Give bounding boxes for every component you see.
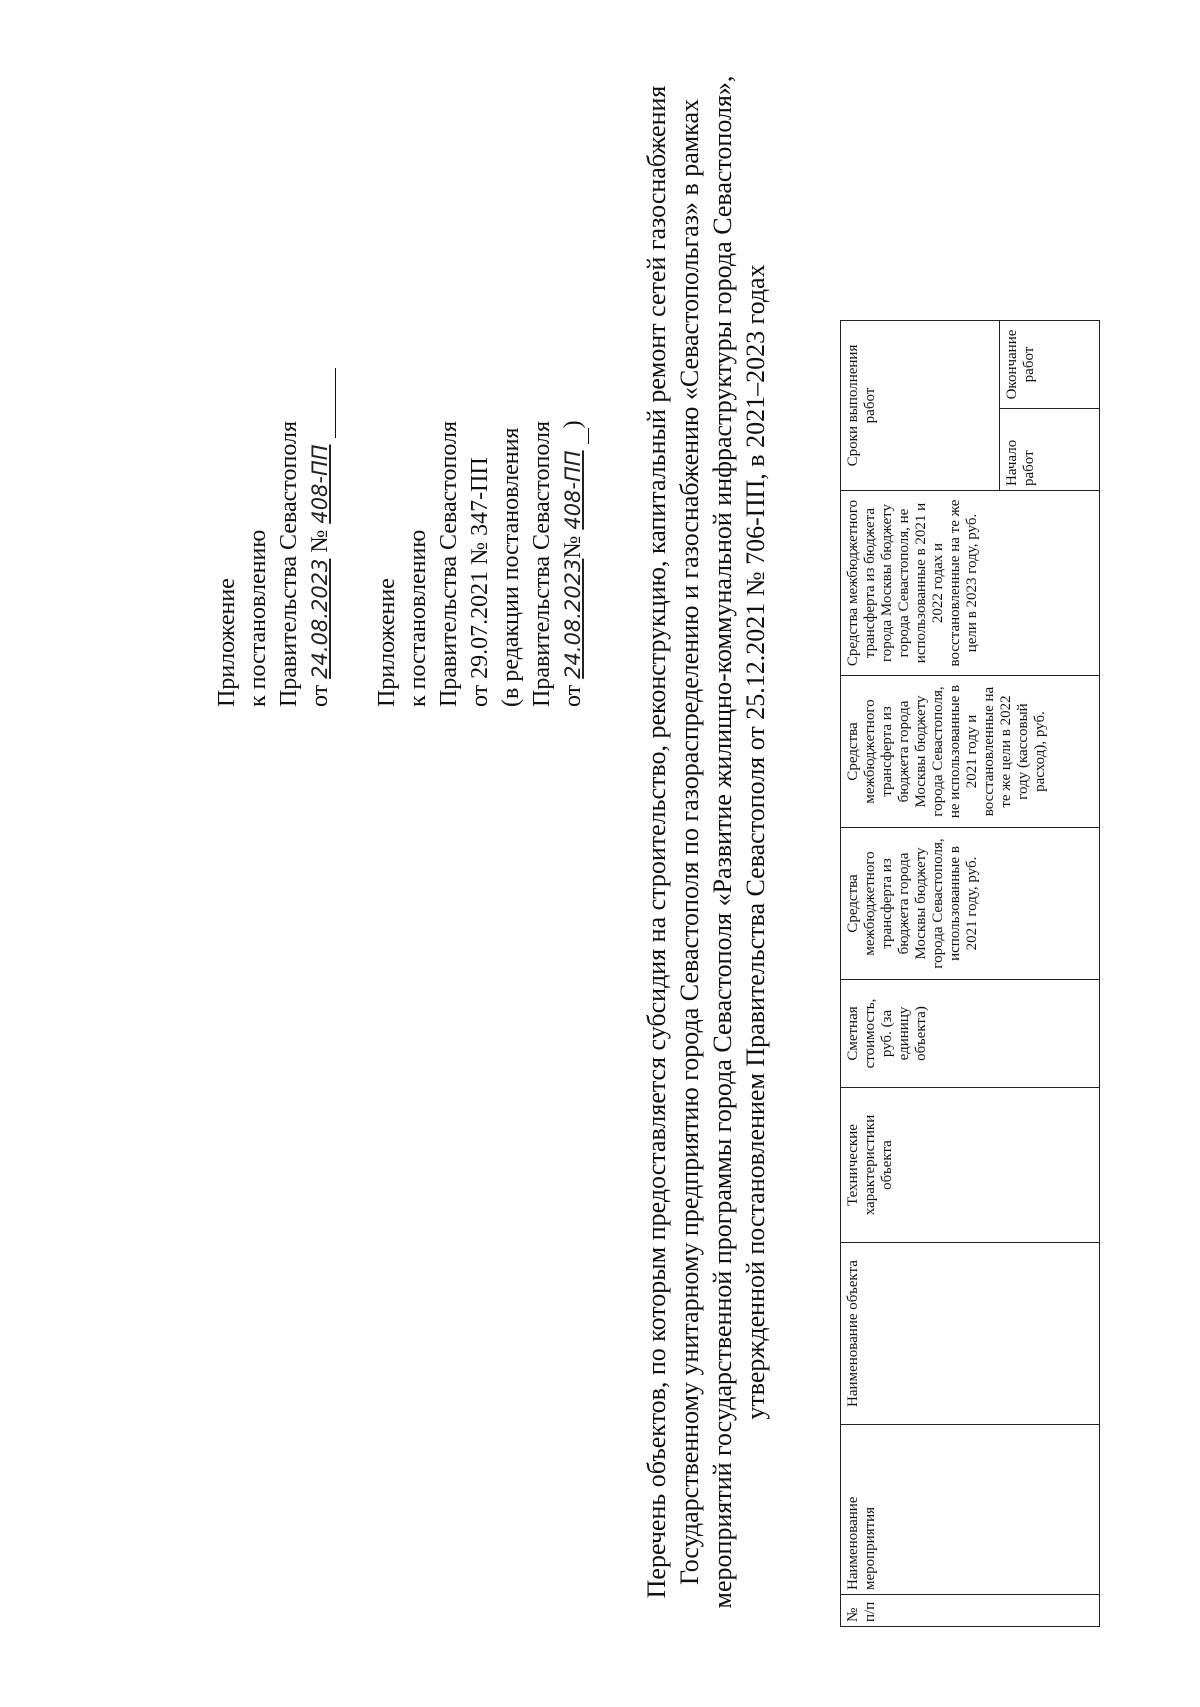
header-funds-2023: Средства межбюджетного трансферта из бюджета города Москвы бюджету города Севастополя, не использованные в 2021 и 2022 годах и восстановленные на те же цели в 2023 году, руб.: [841, 491, 1100, 676]
header-terms: Сроки выполнения работ: [841, 321, 1000, 491]
appendix-date-line: [305, 368, 336, 707]
document-title: Перечень объектов, по которым предоставляется субсидия на строительство, реконструкцию, капитальный ремонт сетей газоснабжения Государственному унитарному предприятию города Севастополя по газораспределению и газоснабжению «Севастопольгаз» в рамках мероприятий государственной программы города Севастополя «Развитие жилищно-коммунальной инфраструктуры города Севастополя», утвержденной постановлением Правительства Севастополя от 25.12.2021 № 706-ПП, в 2021–2023 годах: [642, 75, 770, 1609]
header-funds-2021: Средства межбюджетного трансферта из бюджета города Москвы бюджету города Севастополя, использованные в 2021 году, руб.: [841, 828, 1100, 980]
number-sign: №: [560, 535, 586, 559]
fill-line: [311, 368, 336, 438]
table-margin: [841, 49, 1100, 321]
appendix-authority: Правительства Севастополя: [436, 420, 462, 707]
date-prefix: от: [560, 684, 586, 707]
appendix-authority: Правительства Севастополя: [276, 420, 302, 707]
table-header-row: [841, 49, 1000, 1627]
header-num: № п/п: [841, 1595, 1100, 1627]
appendix-ref: к постановлению: [245, 529, 271, 707]
header-funds-2022: Средства межбюджетного трансферта из бюджета города Москвы бюджету города Севастополя, не использованные в 2021 году и восстановленные на те же цели в 2022 году (кассовый расход), руб.: [841, 676, 1100, 828]
handwritten-number: 408-ПП: [308, 444, 332, 524]
appendix-block-original: [372, 420, 589, 707]
closing-paren: ): [560, 420, 586, 429]
header-end: Окончание работ: [1000, 321, 1100, 409]
appendix-authority: Правительства Севастополя: [529, 420, 555, 707]
handwritten-date: 24.08.2023: [561, 558, 585, 679]
appendix-heading: Приложение: [214, 578, 240, 707]
header-start: Начало работ: [1000, 409, 1100, 491]
fill-line: [564, 428, 589, 444]
header-event: Наименование мероприятия: [841, 1425, 1100, 1595]
header-cost: Сметная стоимость, руб. (за единицу объекта): [841, 980, 1100, 1088]
objects-table: [840, 49, 1100, 1627]
appendix-ref: к постановлению: [405, 529, 431, 707]
appendix-original-date: от 29.07.2021 № 347-ПП: [467, 457, 493, 707]
appendix-edition-note: (в редакции постановления: [498, 427, 524, 707]
date-prefix: от: [307, 684, 333, 707]
appendix-heading: Приложение: [374, 578, 400, 707]
handwritten-number: 408-ПП: [561, 450, 585, 530]
header-tech: Технические характеристики объекта: [841, 1088, 1100, 1243]
appendix-block-current: [212, 368, 336, 707]
header-object: Наименование объекта: [841, 1243, 1100, 1425]
appendix-date-line: [558, 420, 589, 707]
number-sign: №: [307, 529, 333, 553]
handwritten-date: 24.08.2023: [308, 558, 332, 679]
